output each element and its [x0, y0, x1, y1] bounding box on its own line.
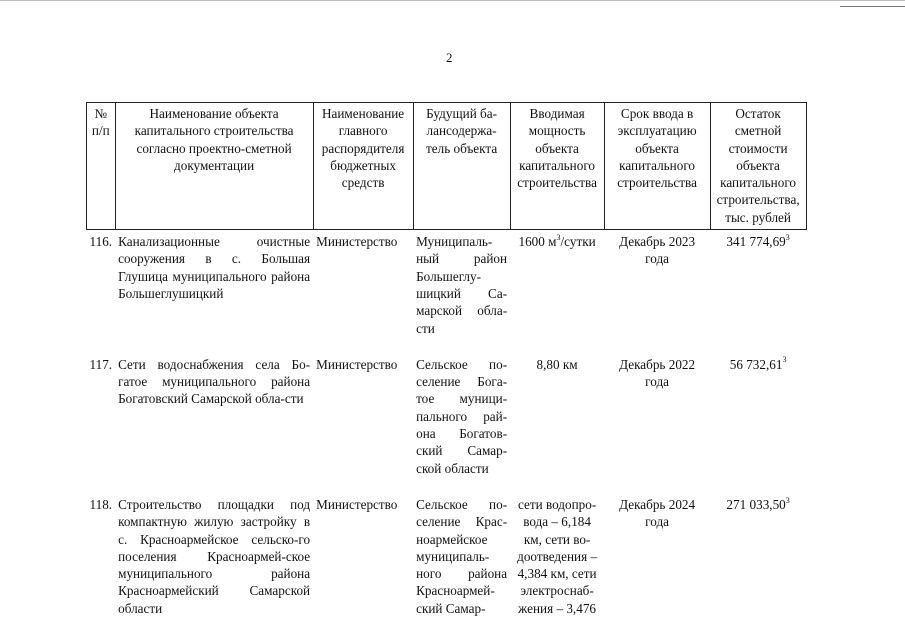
table-row — [87, 493, 807, 623]
row-ministry: Министерство — [316, 234, 398, 250]
row-capacity — [510, 353, 604, 493]
row-holder: Сельское по-селение Бога-тое муници-пального рай-она Богатов-ский Самар-ской области — [416, 356, 508, 476]
capacity-value: 8,80 км — [536, 356, 578, 372]
capacity-superscript: 3 — [556, 232, 561, 242]
cost-value: 271 033,50 — [726, 496, 786, 512]
cost-footnote-mark: 3 — [785, 495, 790, 505]
cost-value: 56 732,61 — [729, 356, 783, 372]
table-row — [87, 353, 807, 493]
row-capacity: сети водопро-вода – 6,184 км, сети во-доотведения – 4,384 км, сети электроснаб-жения – 3,476 — [517, 496, 598, 616]
top-right-rule — [840, 6, 905, 7]
row-term: Декабрь 2024 года — [619, 496, 696, 530]
header-future-holder: Будущий ба-лансодержа-тель объекта — [413, 103, 510, 230]
row-number: 118. — [89, 496, 113, 512]
cost-footnote-mark: 3 — [782, 355, 787, 365]
row-cost — [710, 230, 806, 353]
header-commissioning-term: Срок ввода в эксплуатацию объекта капитального строительства — [604, 103, 710, 230]
header-number: № п/п — [87, 103, 116, 230]
capital-construction-table — [86, 102, 807, 623]
row-term: Декабрь 2022 года — [619, 356, 696, 390]
header-remaining-cost: Остаток сметной стоимости объекта капитального строительства, тыс. рублей — [710, 103, 806, 230]
row-holder: Муниципаль-ный район Большеглу-шицкий Са-марской обла-сти — [416, 234, 508, 336]
row-cost — [710, 493, 806, 623]
row-object-name: Сети водоснабжения села Бо-гатое муниципального района Богатовский Самарской обла-сти — [118, 356, 311, 407]
row-ministry: Министерство — [316, 496, 398, 512]
row-cost — [710, 353, 806, 493]
header-capacity: Вводимая мощность объекта капитального строительства — [510, 103, 604, 230]
cost-value: 341 774,69 — [726, 234, 786, 250]
row-object-name: Канализационные очистные сооружения в с. Большая Глушица муниципального района Большеглушицкий — [118, 234, 311, 301]
row-holder: Сельское по-селение Крас-ноармейское муниципаль-ного района Красноармей-ский Самар- — [416, 496, 508, 616]
page-number: 2 — [446, 50, 453, 65]
row-object-name: Строительство площадки под компактную жилую застройку в с. Красноармейское сельско-го поселения Красноармей-ское муниципального района Красноармейский Самарской области — [118, 496, 311, 616]
row-number: 117. — [89, 356, 113, 372]
row-ministry: Министерство — [316, 356, 398, 372]
capacity-value: 1600 м — [518, 234, 557, 250]
capacity-unit: /сутки — [560, 234, 596, 250]
top-border-line — [0, 0, 905, 1]
row-capacity — [510, 230, 604, 353]
cost-footnote-mark: 3 — [785, 232, 790, 242]
table-row — [87, 230, 807, 353]
header-object-name: Наименование объекта капитального строительства согласно проектно-сметной документации — [115, 103, 313, 230]
table-header-row — [87, 103, 807, 230]
row-term: Декабрь 2023 года — [619, 234, 696, 267]
header-budget-manager: Наименование главного распорядителя бюджетных средств — [313, 103, 413, 230]
row-number: 116. — [89, 234, 113, 250]
